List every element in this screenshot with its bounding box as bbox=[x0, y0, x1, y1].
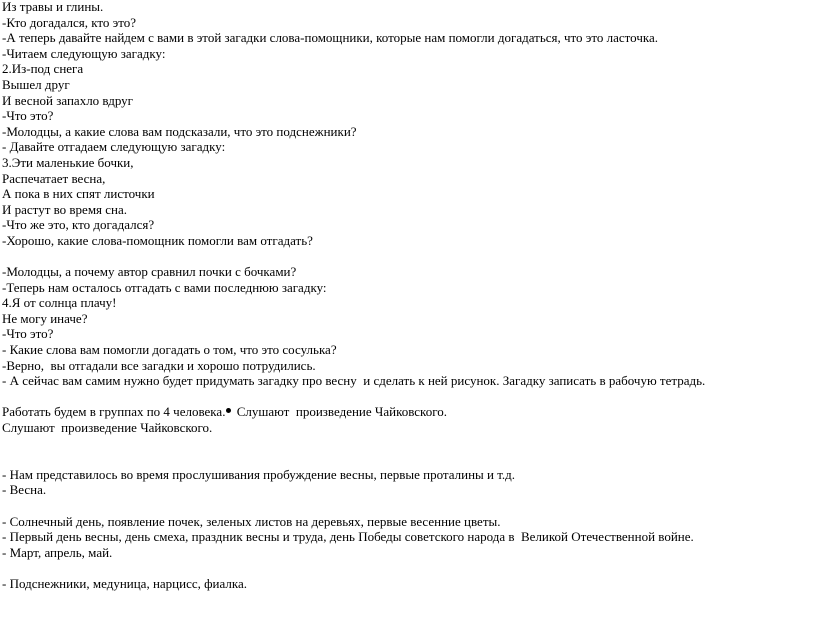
text-line: -Что это? bbox=[2, 108, 54, 124]
text-line: 4.Я от солнца плачу! bbox=[2, 295, 117, 311]
text-line: - Март, апрель, май. bbox=[2, 544, 113, 560]
text-line: - А сейчас вам самим нужно будет придумать загадку про весну и сделать к ней рисунок. Загадку записать в рабочую тетрадь. bbox=[2, 373, 706, 389]
text-line: Распечатает весна, bbox=[2, 170, 106, 186]
blank-line bbox=[2, 436, 814, 452]
text-line: - Первый день весны, день смеха, праздник весны и труда, день Победы советского народа в Великой Отечественной войне. bbox=[2, 529, 694, 545]
text-line: - Подснежники, медуница, нарцисс, фиалка. bbox=[2, 575, 248, 591]
text-line: -Верно, вы отгадали все загадки и хорошо потрудились. bbox=[2, 357, 316, 373]
blank-line bbox=[2, 560, 814, 576]
listen-text: Слушают произведение Чайковского. bbox=[233, 404, 447, 420]
bullet-icon bbox=[226, 408, 231, 413]
text-line: - Какие слова вам помогли догадать о том, что это сосулька? bbox=[2, 342, 337, 358]
text-line: -А теперь давайте найдем с вами в этой загадки слова-помощники, которые нам помогли догадаться, что это ласточка. bbox=[2, 30, 659, 46]
blank-line bbox=[2, 451, 814, 467]
text-line: -Что это? bbox=[2, 326, 54, 342]
text-line: И растут во время сна. bbox=[2, 201, 128, 217]
blank-line bbox=[2, 498, 814, 514]
text-line: - Нам представилось во время прослушивания пробуждение весны, первые проталины и т.д. bbox=[2, 466, 516, 482]
text-line: -Что же это, кто догадался? bbox=[2, 217, 155, 233]
text-line: 2.Из-под снега bbox=[2, 61, 84, 77]
text-line: Из травы и глины. bbox=[2, 0, 104, 14]
text-line: А пока в них спят листочки bbox=[2, 186, 155, 202]
text-line: Не могу иначе? bbox=[2, 310, 88, 326]
text-line: 3.Эти маленькие бочки, bbox=[2, 154, 134, 170]
text-line: - Солнечный день, появление почек, зеленых листов на деревьях, первые весенние цветы. bbox=[2, 513, 501, 529]
text-line: -Хорошо, какие слова-помощник помогли вам отгадать? bbox=[2, 232, 313, 248]
text-line: -Теперь нам осталось отгадать с вами последнюю загадку: bbox=[2, 279, 327, 295]
text-line: -Молодцы, а какие слова вам подсказали, что это подснежники? bbox=[2, 123, 357, 139]
text-line: -Кто догадался, кто это? bbox=[2, 14, 136, 30]
blank-line bbox=[2, 389, 814, 405]
text-line: -Молодцы, а почему автор сравнил почки с бочками? bbox=[2, 264, 297, 280]
text-line: - Весна. bbox=[2, 482, 47, 498]
text-line-group bbox=[2, 404, 814, 420]
text-line: Слушают произведение Чайковского. bbox=[2, 420, 213, 436]
text-line: И весной запахло вдруг bbox=[2, 92, 134, 108]
document-text bbox=[2, 0, 814, 592]
text-line: Вышел друг bbox=[2, 76, 70, 92]
text-line: - Давайте отгадаем следующую загадку: bbox=[2, 139, 226, 155]
text-line: -Читаем следующую загадку: bbox=[2, 45, 166, 61]
group-text: Работать будем в группах по 4 человека. bbox=[2, 404, 226, 420]
blank-line bbox=[2, 249, 814, 265]
